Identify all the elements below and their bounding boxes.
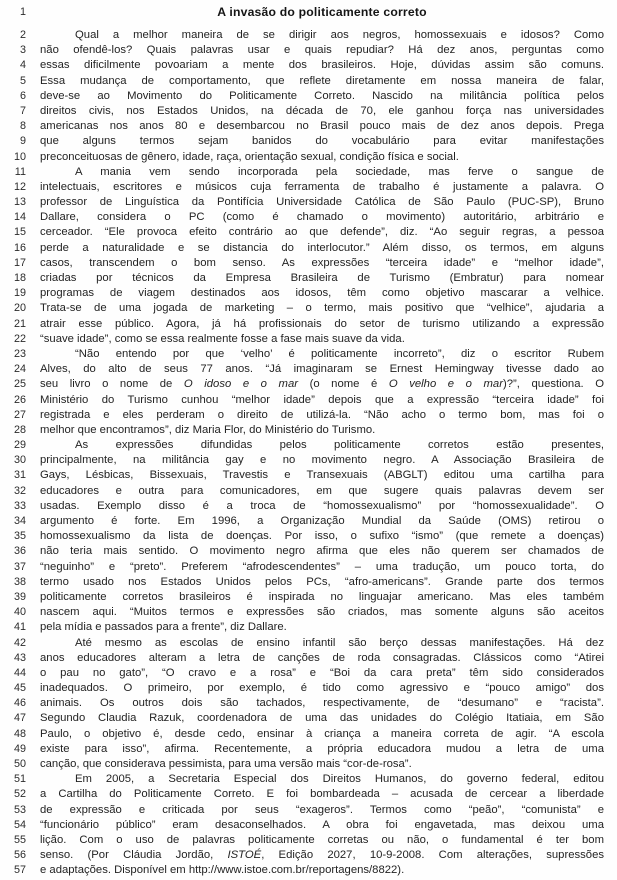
line-number: 44 bbox=[13, 666, 26, 679]
line-text bbox=[40, 544, 604, 559]
text-line bbox=[10, 590, 604, 605]
text-line bbox=[10, 681, 604, 696]
line-number: 2 bbox=[19, 29, 26, 41]
text-line bbox=[10, 423, 604, 438]
line-text bbox=[40, 119, 604, 134]
line-text bbox=[40, 134, 604, 149]
line-text bbox=[40, 28, 604, 43]
line-text bbox=[40, 271, 604, 286]
line-text bbox=[40, 696, 604, 711]
line-text bbox=[40, 818, 604, 833]
line-text bbox=[40, 332, 604, 347]
line-number: 36 bbox=[13, 545, 26, 558]
page-title: A invasão do politicamente correto bbox=[217, 5, 427, 19]
line-number: 54 bbox=[13, 818, 26, 831]
text-segment: , Edição 2027, 10-9-2008. Com alterações, supressões bbox=[261, 849, 604, 862]
line-number: 5 bbox=[19, 74, 26, 87]
text-line bbox=[10, 787, 604, 802]
text-segment: Dallare, considera o PC (como é chamado o movimento) autoritário, arbitrário e bbox=[40, 211, 604, 224]
line-number: 21 bbox=[13, 317, 26, 330]
line-number: 3 bbox=[19, 44, 26, 57]
line-text bbox=[40, 529, 604, 544]
line-number: 55 bbox=[13, 833, 26, 846]
text-line bbox=[10, 818, 604, 833]
line-number: 50 bbox=[13, 758, 26, 770]
line-number: 32 bbox=[13, 484, 26, 497]
text-segment: (o nome é bbox=[298, 378, 389, 391]
text-segment: programas de viagem destinados aos idosos, têm como objetivo mascarar a velhice. bbox=[40, 287, 604, 300]
line-number: 18 bbox=[13, 272, 26, 284]
line-number: 52 bbox=[13, 788, 26, 801]
line-number: 1 bbox=[19, 6, 26, 18]
line-number: 10 bbox=[13, 150, 26, 163]
text-segment: não ofendê-los? Quais palavras usar e quais repudiar? Há dez anos, perguntas como bbox=[40, 44, 604, 57]
text-line bbox=[10, 271, 604, 286]
text-segment: a Cartilha do Politicamente Correto. E foi bombardeada – acusada de cercear a liberdade bbox=[40, 788, 604, 801]
text-line bbox=[10, 74, 604, 89]
line-number: 7 bbox=[19, 104, 26, 117]
line-text bbox=[40, 256, 604, 271]
line-number: 41 bbox=[13, 621, 26, 634]
text-segment: Até mesmo as escolas de ensino infantil são berço dessas manifestações. Há dez bbox=[75, 636, 604, 649]
text-line bbox=[10, 301, 604, 316]
line-number: 8 bbox=[19, 120, 26, 133]
line-number: 56 bbox=[13, 849, 26, 862]
text-segment: atrair esse público. Agora, já há profissionais do setor de turismo utilizando a expressão bbox=[40, 317, 604, 330]
line-number: 57 bbox=[13, 864, 26, 877]
text-segment: Ministério do Turismo cunhou “melhor idade” depois que a expressão “terceira idade” foi bbox=[40, 393, 604, 406]
line-number: 42 bbox=[13, 636, 26, 649]
line-number: 24 bbox=[13, 363, 26, 376]
line-number: 11 bbox=[14, 165, 26, 178]
text-segment: existe para isso”, afirma. Recentemente, a própria educadora mudou a letra de uma bbox=[40, 742, 604, 755]
line-text bbox=[40, 636, 604, 651]
line-number: 20 bbox=[13, 302, 26, 315]
text-segment: “neguinho” e “preto”. Preferem “afrodescendentes” – uma tradução, um pouco torta, do bbox=[40, 560, 604, 573]
line-number: 12 bbox=[13, 180, 26, 193]
line-number: 16 bbox=[13, 241, 26, 254]
text-segment: As expressões difundidas pelos politicamente corretos estão presentes, bbox=[75, 439, 604, 452]
line-text bbox=[40, 848, 604, 863]
text-line bbox=[10, 332, 604, 347]
text-line bbox=[10, 362, 604, 377]
text-segment: canção, que considerava pessimista, para uma versão mais “cor-de-rosa”. bbox=[40, 758, 412, 770]
text-segment: Em 2005, a Secretaria Especial dos Direitos Humanos, do governo federal, editou bbox=[75, 773, 604, 786]
text-line bbox=[10, 241, 604, 256]
line-number: 53 bbox=[13, 803, 26, 816]
text-segment: Gays, Lésbicas, Bissexuais, Travestis e Transexuais (ABGLT) editou uma cartilha para bbox=[40, 469, 604, 482]
text-segment: Segundo Claudia Razuk, coordenadora de uma das unidades do Colégio Itatiaia, em São bbox=[40, 712, 604, 725]
line-text bbox=[40, 89, 604, 104]
text-line bbox=[10, 666, 604, 681]
text-segment: senso. (Por Cláudia Jordão, bbox=[40, 849, 228, 862]
line-text bbox=[40, 150, 604, 165]
line-text bbox=[40, 210, 604, 225]
text-segment: Paulo, o objetivo é, desde cedo, ensinar à criança a maneira correta de agir. “A escola bbox=[40, 727, 604, 740]
text-line bbox=[10, 195, 604, 210]
line-text bbox=[40, 499, 604, 514]
line-text bbox=[40, 58, 604, 73]
line-number: 27 bbox=[13, 408, 26, 421]
text-segment: animais. Os outros dois são tachados, respectivamente, de “desumano” e “racista”. bbox=[40, 697, 604, 710]
line-text bbox=[40, 590, 604, 605]
text-line bbox=[10, 317, 604, 332]
text-segment: perde a naturalidade e se distancia do interlocutor.” Além disso, os termos, em alguns bbox=[40, 241, 604, 254]
text-segment: usadas. Exemplo disso é a troca de “homossexualismo” por “homossexualidade”. O bbox=[40, 499, 604, 512]
line-number: 39 bbox=[13, 590, 26, 603]
text-line bbox=[10, 225, 604, 240]
line-text bbox=[40, 727, 604, 742]
text-line bbox=[10, 651, 604, 666]
line-number: 19 bbox=[13, 287, 26, 300]
line-text bbox=[40, 393, 604, 408]
line-text bbox=[40, 651, 604, 666]
text-line bbox=[10, 28, 604, 43]
text-line bbox=[10, 833, 604, 848]
text-line bbox=[10, 757, 604, 772]
text-segment: intelectuais, escritores e músicos cuja ferramenta de trabalho é justamente a palavra. O bbox=[40, 180, 604, 193]
text-segment: Qual a melhor maneira de se dirigir aos negros, homossexuais e idosos? Como bbox=[75, 29, 604, 41]
title-line bbox=[10, 5, 604, 21]
line-number: 31 bbox=[13, 469, 26, 482]
text-line bbox=[10, 408, 604, 423]
text-segment: argumento é forte. Em 1996, a Organização Mundial da Saúde (OMS) retirou o bbox=[40, 515, 604, 527]
line-text bbox=[40, 711, 604, 726]
text-segment: professor de Linguística da Pontifícia Universidade Católica de São Paulo (PUC-SP), Bruno bbox=[40, 196, 604, 209]
line-text bbox=[40, 560, 604, 575]
line-number: 45 bbox=[13, 682, 26, 695]
text-segment: criadas por técnicos da Empresa Brasileira de Turismo (Embratur) para nomear bbox=[40, 272, 604, 284]
text-segment: que alguns termos sejam banidos do vocabulário para evitar manifestações bbox=[40, 135, 604, 148]
text-segment: politicamente corretos brasileiros é inspirada no linguajar americano. Mas eles também bbox=[40, 590, 604, 603]
line-number: 40 bbox=[13, 606, 26, 619]
line-text bbox=[40, 195, 604, 210]
text-line bbox=[10, 347, 604, 362]
line-text bbox=[40, 575, 604, 590]
line-number: 34 bbox=[13, 515, 26, 527]
text-line bbox=[10, 453, 604, 468]
line-text bbox=[40, 104, 604, 119]
text-segment: anos educadores alteram a letra de canções de roda consagradas. Clássicos como “Atirei bbox=[40, 651, 604, 664]
italic-text-segment: O idoso e o mar bbox=[183, 378, 298, 391]
text-line bbox=[10, 150, 604, 165]
text-line bbox=[10, 210, 604, 225]
text-line bbox=[10, 544, 604, 559]
italic-text-segment: O velho e o mar bbox=[388, 378, 503, 391]
line-text bbox=[40, 438, 604, 453]
line-number: 46 bbox=[13, 697, 26, 710]
line-text bbox=[40, 803, 604, 818]
line-text bbox=[40, 286, 604, 301]
text-segment: )?”, questiona. O bbox=[502, 378, 604, 391]
line-text bbox=[40, 241, 604, 256]
line-text bbox=[40, 74, 604, 89]
text-line bbox=[10, 89, 604, 104]
text-line bbox=[10, 727, 604, 742]
text-line bbox=[10, 104, 604, 119]
line-number: 33 bbox=[13, 499, 26, 512]
line-number: 47 bbox=[13, 712, 26, 725]
text-segment: preconceituosas de gênero, idade, raça, orientação sexual, condição física e social. bbox=[40, 150, 459, 163]
line-number: 38 bbox=[13, 575, 26, 588]
text-segment: deve-se ao Movimento do Politicamente Correto. Nascido na militância política pelos bbox=[40, 89, 604, 102]
line-text bbox=[40, 863, 604, 878]
text-line bbox=[10, 256, 604, 271]
text-segment: Trata-se de uma jogada de marketing – o termo, mais positivo que “velhice”, ajudaria a bbox=[40, 302, 604, 315]
line-text bbox=[40, 180, 604, 195]
text-line bbox=[10, 605, 604, 620]
text-line bbox=[10, 393, 604, 408]
text-segment: inadequados. O primeiro, por exemplo, é tido como agressivo e “pouco amigo” dos bbox=[40, 682, 604, 695]
text-line bbox=[10, 848, 604, 863]
text-segment: casos, transcendem o bom senso. As expressões “terceira idade” e “melhor idade”, bbox=[40, 256, 604, 269]
line-number: 9 bbox=[19, 135, 26, 148]
line-text bbox=[40, 787, 604, 802]
text-segment: lição. Com o uso de palavras politicamente corretas ou não, o fundamental é ter bom bbox=[40, 833, 604, 846]
text-line bbox=[10, 803, 604, 818]
line-number: 35 bbox=[13, 530, 26, 543]
text-line bbox=[10, 468, 604, 483]
line-text bbox=[40, 225, 604, 240]
line-number: 6 bbox=[19, 89, 26, 102]
line-text bbox=[40, 301, 604, 316]
line-number: 23 bbox=[13, 347, 26, 360]
line-text bbox=[40, 377, 604, 392]
line-text bbox=[40, 833, 604, 848]
line-number: 51 bbox=[13, 773, 26, 786]
text-line bbox=[10, 863, 604, 878]
text-line bbox=[10, 772, 604, 787]
text-line bbox=[10, 438, 604, 453]
line-text bbox=[40, 468, 604, 483]
italic-text-segment: ISTOÉ bbox=[227, 849, 262, 862]
text-segment: A mania vem sendo incorporada pela sociedade, mas ferve o sangue de bbox=[75, 165, 604, 178]
line-text bbox=[40, 666, 604, 681]
line-number: 37 bbox=[13, 560, 26, 573]
line-number: 48 bbox=[13, 727, 26, 740]
text-segment: essas dificilmente povoariam a mente dos brasileiros. Hoje, dúvidas assim são comuns. bbox=[40, 59, 604, 72]
line-number: 30 bbox=[13, 454, 26, 467]
text-line bbox=[10, 575, 604, 590]
line-number: 49 bbox=[13, 742, 26, 755]
text-segment: direitos civis, nos Estados Unidos, na década de 70, ele ganhou força nas universidades bbox=[40, 104, 604, 117]
line-text bbox=[40, 43, 604, 58]
text-line bbox=[10, 377, 604, 392]
text-segment: educadores e outra para comunicadores, em que sugere quais palavras devem ser bbox=[40, 484, 604, 497]
text-segment: principalmente, na militância gay e no movimento negro. A Associação Brasileira de bbox=[40, 454, 604, 467]
text-segment: e adaptações. Disponível em http://www.istoe.com.br/reportagens/8822). bbox=[40, 864, 405, 877]
text-line bbox=[10, 529, 604, 544]
line-number: 29 bbox=[13, 439, 26, 452]
text-segment: nascem aqui. “Muitos termos e expressões são criados, mas somente alguns são aceitos bbox=[40, 606, 604, 619]
text-segment: “Não entendo por que ‘velho’ é politicamente incorreto”, diz o escritor Rubem bbox=[75, 347, 604, 360]
line-text bbox=[40, 165, 604, 180]
text-segment: pela mídia e passados para a frente”, diz Dallare. bbox=[40, 621, 287, 634]
line-number: 26 bbox=[13, 393, 26, 406]
text-line bbox=[10, 711, 604, 726]
line-text bbox=[40, 484, 604, 499]
line-number: 14 bbox=[13, 211, 26, 224]
text-segment: Alves, do alto de seus 77 anos. “Já imaginaram se Ernest Hemingway tivesse dado ao bbox=[40, 363, 604, 376]
text-line bbox=[10, 514, 604, 529]
text-line bbox=[10, 696, 604, 711]
line-number: 17 bbox=[13, 256, 26, 269]
text-segment: seu livro o nome de bbox=[40, 378, 184, 391]
text-segment: não teria mais sentido. O movimento negro afirma que eles não querem ser chamados de bbox=[40, 545, 604, 558]
line-text bbox=[40, 453, 604, 468]
line-number: 28 bbox=[13, 423, 26, 436]
line-text bbox=[40, 317, 604, 332]
text-line bbox=[10, 286, 604, 301]
line-text bbox=[40, 605, 604, 620]
line-text bbox=[40, 757, 604, 772]
text-segment: o pau no gato”, “O cravo e a rosa” e “Boi da cara preta” têm sido considerados bbox=[40, 666, 604, 679]
document-body bbox=[10, 28, 604, 879]
text-line bbox=[10, 119, 604, 134]
line-text bbox=[40, 620, 604, 635]
line-text bbox=[40, 742, 604, 757]
text-line bbox=[10, 742, 604, 757]
text-line bbox=[10, 180, 604, 195]
line-text bbox=[40, 362, 604, 377]
line-number: 4 bbox=[19, 59, 26, 72]
line-number: 13 bbox=[13, 196, 26, 209]
text-segment: “funcionário público” eram desaconselhados. A obra foi engavetada, mas deixou uma bbox=[40, 818, 604, 831]
line-text bbox=[40, 681, 604, 696]
text-segment: de expressão e criticada por seus “exageros”. Termos como “peão”, “comunista” e bbox=[40, 803, 604, 816]
text-line bbox=[10, 560, 604, 575]
text-line bbox=[10, 43, 604, 58]
line-text bbox=[40, 423, 604, 438]
text-line bbox=[10, 636, 604, 651]
line-number: 43 bbox=[13, 651, 26, 664]
line-text bbox=[40, 347, 604, 362]
text-line bbox=[10, 620, 604, 635]
text-segment: americanas nos anos 80 e desembarcou no Brasil pouco mais de dez anos depois. Prega bbox=[40, 120, 604, 133]
line-text bbox=[40, 772, 604, 787]
text-line bbox=[10, 134, 604, 149]
text-line bbox=[10, 58, 604, 73]
line-number: 15 bbox=[13, 226, 26, 239]
text-line bbox=[10, 484, 604, 499]
text-segment: cerceador. “Ele provoca efeito contrário ao que defende”, diz. “Ao seguir regras, a pessoa bbox=[40, 226, 604, 239]
text-segment: melhor que encontramos”, diz Maria Flor, do Ministério do Turismo. bbox=[40, 423, 376, 436]
text-segment: “suave idade”, como se essa realmente fosse a fase mais suave da vida. bbox=[40, 332, 405, 345]
text-line bbox=[10, 165, 604, 180]
text-line bbox=[10, 499, 604, 514]
line-number: 25 bbox=[13, 378, 26, 391]
text-segment: Essa mudança de comportamento, que reflete diretamente em nossa maneira de falar, bbox=[40, 74, 604, 87]
line-text bbox=[40, 408, 604, 423]
line-number: 22 bbox=[13, 332, 26, 345]
line-text bbox=[40, 514, 604, 529]
text-segment: registrada e eles perderam o direito de utilizá-la. “Não acho o termo bom, mas foi o bbox=[40, 408, 604, 421]
text-segment: homossexualismo da lista de doenças. Por isso, o sufixo “ismo” (que remete a doenças) bbox=[40, 530, 604, 543]
text-segment: termo usado nos Estados Unidos pelos PCs, “afro-americans”. Grande parte dos termos bbox=[40, 575, 604, 588]
